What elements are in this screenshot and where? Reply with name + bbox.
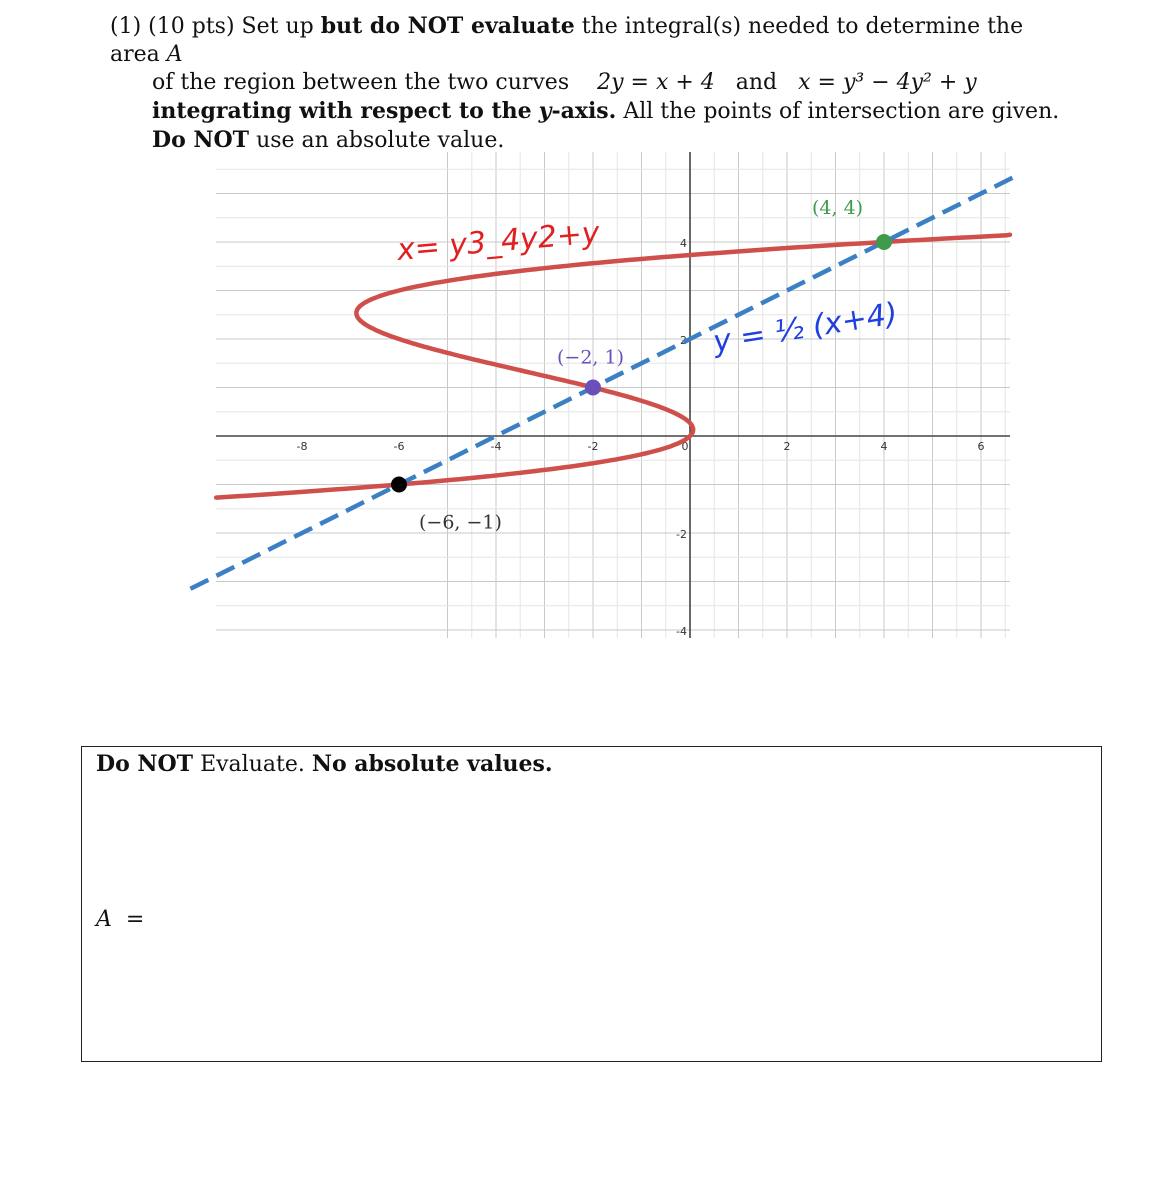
- y-tick-label: 4: [680, 237, 687, 250]
- y-tick-label: -2: [676, 528, 687, 541]
- x-tick-label: 2: [783, 440, 791, 453]
- y-tick-label: -4: [676, 625, 687, 638]
- answer-instructions: Do NOT Evaluate. No absolute values.: [96, 751, 553, 777]
- x-tick-label: 4: [880, 440, 888, 453]
- answer-label: A =: [96, 907, 145, 932]
- handwritten-line-equation: y = ½ (x+4): [710, 296, 900, 360]
- x-tick-label: -8: [296, 440, 308, 453]
- x-tick-label: -2: [587, 440, 599, 453]
- problem-line-1: (1) (10 pts) Set up but do NOT evaluate the integral(s) needed to determine the area A: [110, 13, 1024, 67]
- answer-box[interactable]: [81, 746, 1102, 1062]
- intersection-point: [876, 234, 892, 250]
- x-tick-label: -6: [393, 440, 405, 453]
- graph-grid: [216, 152, 1010, 638]
- x-tick-label: -4: [490, 440, 502, 453]
- intersection-point: [391, 477, 407, 493]
- intersection-label: (−2, 1): [557, 346, 625, 369]
- x-tick-label: 6: [977, 440, 985, 453]
- intersection-label: (4, 4): [812, 197, 864, 219]
- intersection-point: [585, 380, 601, 396]
- problem-points: (10 pts): [148, 14, 235, 39]
- equation-line: 2y = x + 4: [597, 70, 715, 95]
- equation-cubic: x = y³ − 4y² + y: [798, 70, 977, 95]
- graph-tick-labels: [297, 237, 985, 638]
- graph-axes: [216, 152, 1010, 638]
- problem-line-2: of the region between the two curves 2y = x + 4 and x = y³ − 4y² + y integrating with respect to the y-axis. All the points of intersection are given. Do NOT use an absolute value.: [152, 70, 1060, 153]
- problem-number: (1): [110, 14, 142, 39]
- y-tick-label: 2: [680, 334, 687, 347]
- intersection-label: (−6, −1): [419, 511, 502, 534]
- line-dashed: [190, 177, 1015, 589]
- handwritten-cubic-equation: x= y3_4y2+y: [395, 215, 602, 268]
- x-tick-label: 0: [681, 440, 689, 453]
